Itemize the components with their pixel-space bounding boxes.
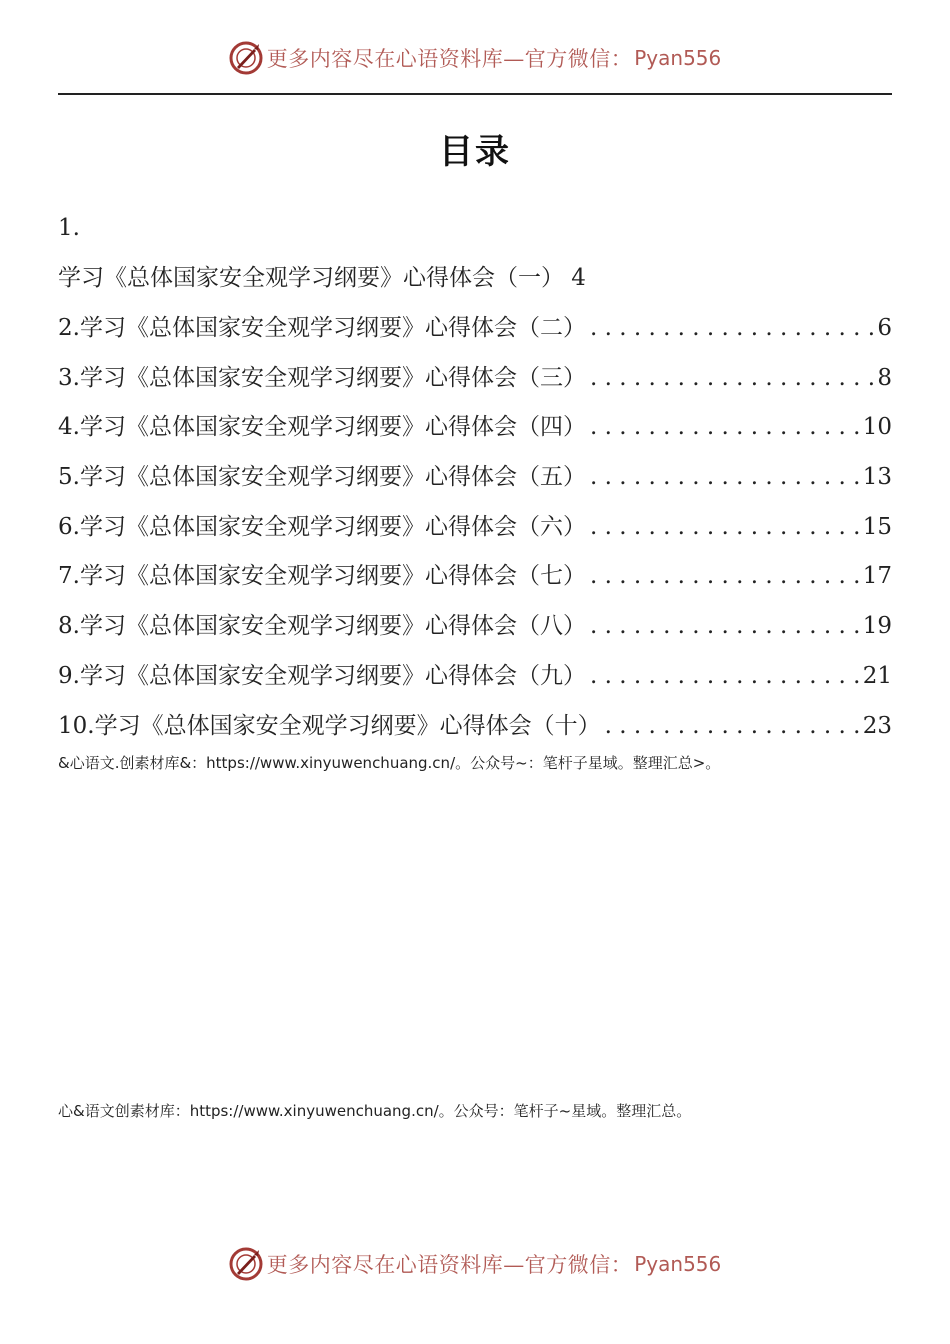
footer-banner-text: 更多内容尽在心语资料库—官方微信： [266, 1253, 633, 1277]
header-banner [0, 38, 950, 78]
toc-entry-2[interactable] [58, 311, 892, 345]
toc-leader [590, 510, 859, 544]
page-title: 目录 [439, 132, 511, 172]
toc-entry-text: 2.学习《总体国家安全观学习纲要》心得体会（二） [58, 315, 586, 341]
toc-entry-text: 9.学习《总体国家安全观学习纲要》心得体会（九） [58, 663, 586, 689]
footer-banner-handle: Pyan556 [634, 1252, 722, 1276]
toc-leader [605, 709, 859, 743]
toc-leader [590, 460, 859, 494]
quill-logo-icon [229, 1247, 263, 1281]
source-note-1: &心语文.创素材库&：https://www.xinyuwenchuang.cn/。公众号~：笔杆子星域。整理汇总>。 [58, 754, 721, 772]
toc-page-number: 6 [877, 315, 892, 341]
toc-leader [590, 609, 859, 643]
toc-entry-text: 4.学习《总体国家安全观学习纲要》心得体会（四） [58, 414, 586, 440]
toc-page-number: 10 [862, 414, 892, 440]
toc-leader [590, 361, 873, 395]
quill-logo-icon [229, 41, 263, 75]
toc-page-number: 8 [877, 365, 892, 391]
toc-entry-text: 学习《总体国家安全观学习纲要》心得体会（一） 4 [58, 265, 586, 291]
footer-banner [0, 1244, 950, 1284]
toc-entry-text: 8.学习《总体国家安全观学习纲要》心得体会（八） [58, 613, 586, 639]
toc-entry-text: 5.学习《总体国家安全观学习纲要》心得体会（五） [58, 464, 586, 490]
toc-entry-text: 10.学习《总体国家安全观学习纲要》心得体会（十） [58, 713, 601, 739]
toc-entry-6[interactable] [58, 510, 892, 544]
toc-page-number: 17 [862, 563, 892, 589]
toc-entry-5[interactable] [58, 460, 892, 494]
toc-leader [590, 410, 859, 444]
toc-entry-8[interactable] [58, 609, 892, 643]
toc-page-number: 19 [862, 613, 892, 639]
toc-page-number: 23 [862, 713, 892, 739]
header-banner-handle: Pyan556 [634, 46, 722, 70]
toc-entry-1[interactable] [58, 261, 892, 295]
toc-entry-text: 6.学习《总体国家安全观学习纲要》心得体会（六） [58, 514, 586, 540]
header-banner-text: 更多内容尽在心语资料库—官方微信： [266, 47, 633, 71]
toc-leader [590, 311, 873, 345]
header-divider [58, 93, 892, 95]
toc-entry-3[interactable] [58, 361, 892, 395]
toc-page-number: 15 [862, 514, 892, 540]
toc-leader [590, 559, 859, 593]
toc-entry-7[interactable] [58, 559, 892, 593]
toc-page-number: 21 [862, 663, 892, 689]
source-note-2: 心&语文创素材库：https://www.xinyuwenchuang.cn/。公众号：笔杆子~星域。整理汇总。 [58, 1102, 692, 1120]
toc-entry-text: 7.学习《总体国家安全观学习纲要》心得体会（七） [58, 563, 586, 589]
toc-page-number: 13 [862, 464, 892, 490]
toc-first-number[interactable]: 1. [58, 215, 80, 241]
toc-entry-9[interactable] [58, 659, 892, 693]
toc-leader [590, 659, 859, 693]
toc-entry-4[interactable] [58, 410, 892, 444]
toc-entry-10[interactable] [58, 709, 892, 743]
toc-entry-text: 3.学习《总体国家安全观学习纲要》心得体会（三） [58, 365, 586, 391]
